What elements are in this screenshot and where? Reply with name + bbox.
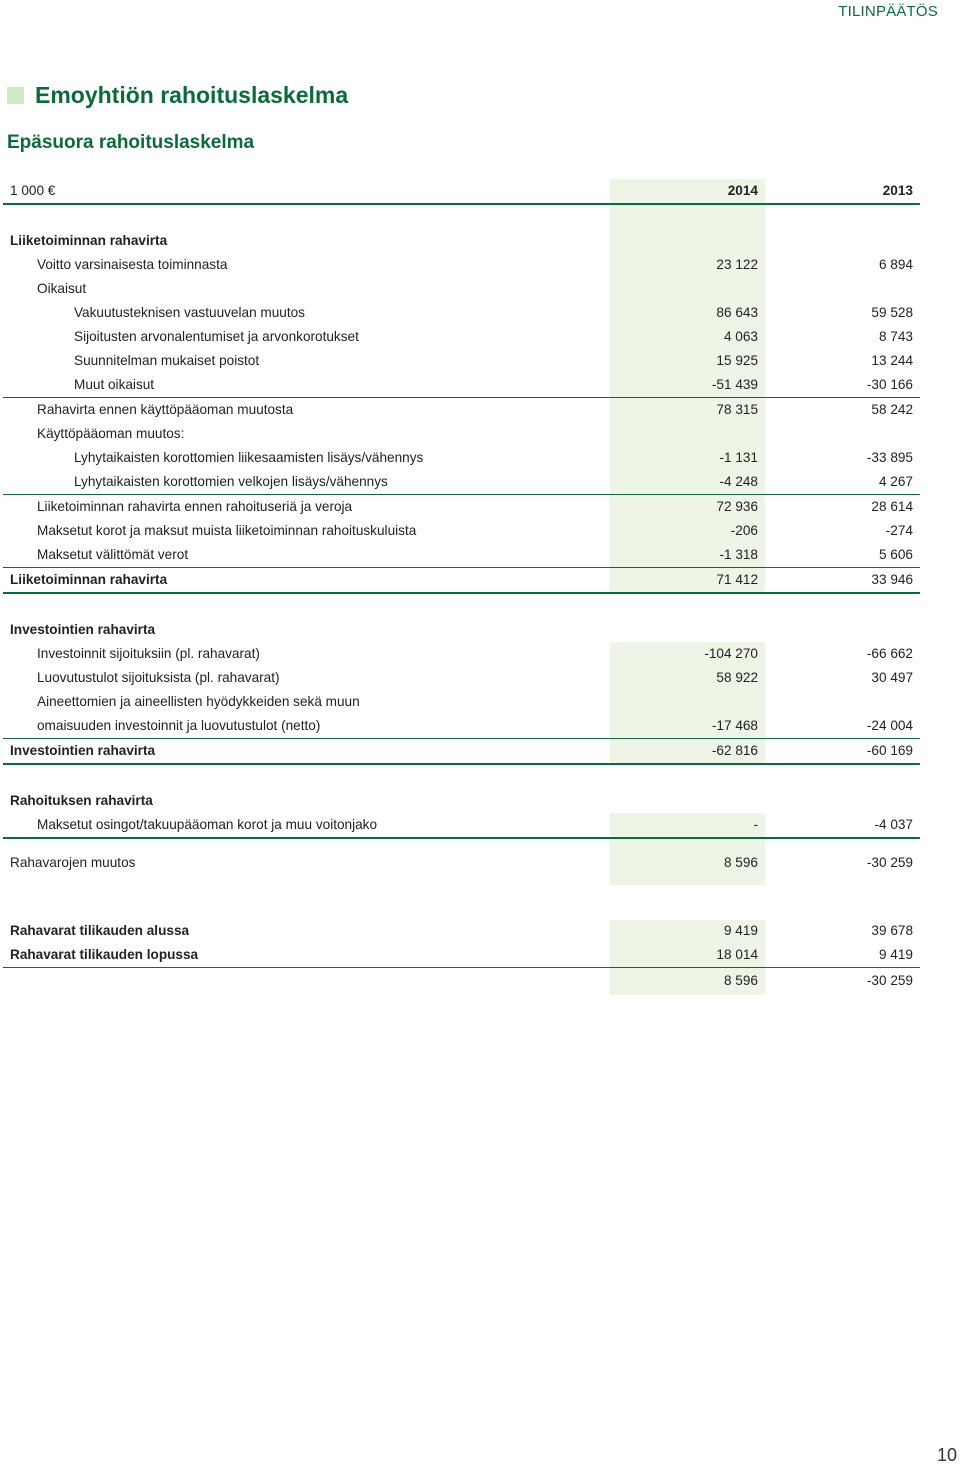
table-header-row <box>3 179 920 205</box>
table-row <box>3 495 920 519</box>
row-value-2013: -30 259 <box>866 973 913 988</box>
row-value-2013: -66 662 <box>866 646 913 661</box>
row-value-2014: -51 439 <box>711 377 758 392</box>
table-row <box>3 618 920 642</box>
row-value-2013: -24 004 <box>866 718 913 733</box>
row-label: Muut oikaisut <box>74 377 155 392</box>
section-header: TILINPÄÄTÖS <box>838 3 938 20</box>
table-row-total <box>3 739 920 765</box>
row-label: Sijoitusten arvonalentumiset ja arvonkorotukset <box>74 329 359 344</box>
table-row <box>3 470 920 495</box>
table-row <box>3 519 920 543</box>
row-value-2014: - <box>753 817 758 832</box>
row-label: Rahavarat tilikauden alussa <box>10 923 190 938</box>
col-header-2014: 2014 <box>727 183 758 198</box>
row-value-2013: -30 259 <box>866 855 913 870</box>
cashflow-table <box>3 179 920 994</box>
title-row <box>7 82 348 109</box>
row-value-2014: 58 922 <box>716 670 758 685</box>
row-value-2013: 13 244 <box>871 353 913 368</box>
page-title: Emoyhtiön rahoituslaskelma <box>35 82 349 108</box>
row-value-2014: 72 936 <box>716 499 758 514</box>
row-value-2014: 15 925 <box>716 353 758 368</box>
row-value-2014: -62 816 <box>711 743 758 758</box>
row-value-2013: 6 894 <box>878 257 913 272</box>
row-value-2013: 33 946 <box>871 572 913 587</box>
row-label: Investoinnit sijoituksiin (pl. rahavarat) <box>37 646 260 661</box>
row-label: Lyhytaikaisten korottomien liikesaamisten lisäys/vähennys <box>74 450 424 465</box>
row-label: Rahavarat tilikauden lopussa <box>10 947 199 962</box>
table-row <box>3 968 920 994</box>
row-value-2014: -17 468 <box>711 718 758 733</box>
row-label: Liiketoiminnan rahavirta ennen rahoituseriä ja veroja <box>37 499 353 514</box>
row-label: Rahavirta ennen käyttöpääoman muutosta <box>37 402 294 417</box>
row-label: Maksetut osingot/takuupääoman korot ja muu voitonjako <box>37 817 378 832</box>
row-label: Liiketoiminnan rahavirta <box>10 233 168 248</box>
table-row <box>3 714 920 739</box>
table-row <box>3 789 920 813</box>
table-row <box>3 666 920 690</box>
table-row <box>3 301 920 325</box>
row-label: Käyttöpääoman muutos: <box>37 426 185 441</box>
row-value-2013: 58 242 <box>871 402 913 417</box>
table-row <box>3 373 920 398</box>
row-label: omaisuuden investoinnit ja luovutustulot (netto) <box>37 718 321 733</box>
row-value-2014: 78 315 <box>716 402 758 417</box>
table-row <box>3 325 920 349</box>
row-value-2014: -4 248 <box>719 474 758 489</box>
row-label: Rahoituksen rahavirta <box>10 793 153 808</box>
row-label: Suunnitelman mukaiset poistot <box>74 353 260 368</box>
table-row <box>3 813 920 839</box>
col-header-2013: 2013 <box>882 183 913 198</box>
row-value-2013: 28 614 <box>871 499 913 514</box>
row-label: Oikaisut <box>37 281 87 296</box>
page-number: 10 <box>936 1445 957 1465</box>
row-value-2013: -4 037 <box>874 817 913 832</box>
table-row-total <box>3 568 920 594</box>
row-label: Rahavarojen muutos <box>10 855 136 870</box>
row-value-2013: -33 895 <box>866 450 913 465</box>
table-row <box>3 446 920 470</box>
row-label: Voitto varsinaisesta toiminnasta <box>37 257 228 272</box>
row-label: Vakuutusteknisen vastuuvelan muutos <box>74 305 305 320</box>
row-value-2014: 4 063 <box>723 329 758 344</box>
page-subtitle: Epäsuora rahoituslaskelma <box>7 132 255 153</box>
row-value-2013: 30 497 <box>871 670 913 685</box>
row-value-2014: 8 596 <box>723 855 758 870</box>
row-value-2014: 18 014 <box>716 947 758 962</box>
table-row <box>3 253 920 277</box>
table-row <box>3 349 920 373</box>
table-row <box>3 398 920 422</box>
row-label: Aineettomien ja aineellisten hyödykkeiden sekä muun <box>37 694 360 709</box>
row-value-2014: 23 122 <box>716 257 758 272</box>
row-value-2013: 4 267 <box>878 474 913 489</box>
row-value-2014: -104 270 <box>704 646 758 661</box>
row-label: Maksetut korot ja maksut muista liiketoiminnan rahoituskuluista <box>37 523 417 538</box>
row-value-2013: -60 169 <box>866 743 913 758</box>
row-value-2014: 8 596 <box>723 973 758 988</box>
row-value-2014: -1 318 <box>719 547 758 562</box>
title-square-icon <box>7 87 24 104</box>
row-value-2013: 8 743 <box>878 329 913 344</box>
row-label: Maksetut välittömät verot <box>37 547 189 562</box>
row-value-2014: 86 643 <box>716 305 758 320</box>
row-value-2013: -274 <box>885 523 913 538</box>
row-label: Lyhytaikaisten korottomien velkojen lisäys/vähennys <box>74 474 388 489</box>
row-label: Investointien rahavirta <box>10 622 156 637</box>
row-value-2013: 9 419 <box>878 947 913 962</box>
row-label: Luovutustulot sijoituksista (pl. rahavarat) <box>37 670 280 685</box>
row-value-2013: 5 606 <box>878 547 913 562</box>
row-value-2013: 59 528 <box>871 305 913 320</box>
table-row <box>3 851 920 875</box>
table-row <box>3 543 920 568</box>
table-row <box>3 229 920 253</box>
unit-label: 1 000 € <box>10 183 56 198</box>
row-value-2014: 71 412 <box>716 572 758 587</box>
table-row <box>3 690 920 714</box>
row-value-2014: -206 <box>730 523 758 538</box>
row-value-2013: -30 166 <box>866 377 913 392</box>
table-row <box>3 919 920 943</box>
row-value-2014: -1 131 <box>719 450 758 465</box>
table-row <box>3 277 920 301</box>
table-row <box>3 642 920 666</box>
row-value-2013: 39 678 <box>871 923 913 938</box>
table-row <box>3 943 920 968</box>
row-value-2014: 9 419 <box>723 923 758 938</box>
row-label: Liiketoiminnan rahavirta <box>10 572 168 587</box>
table-row <box>3 422 920 446</box>
row-label: Investointien rahavirta <box>10 743 156 758</box>
